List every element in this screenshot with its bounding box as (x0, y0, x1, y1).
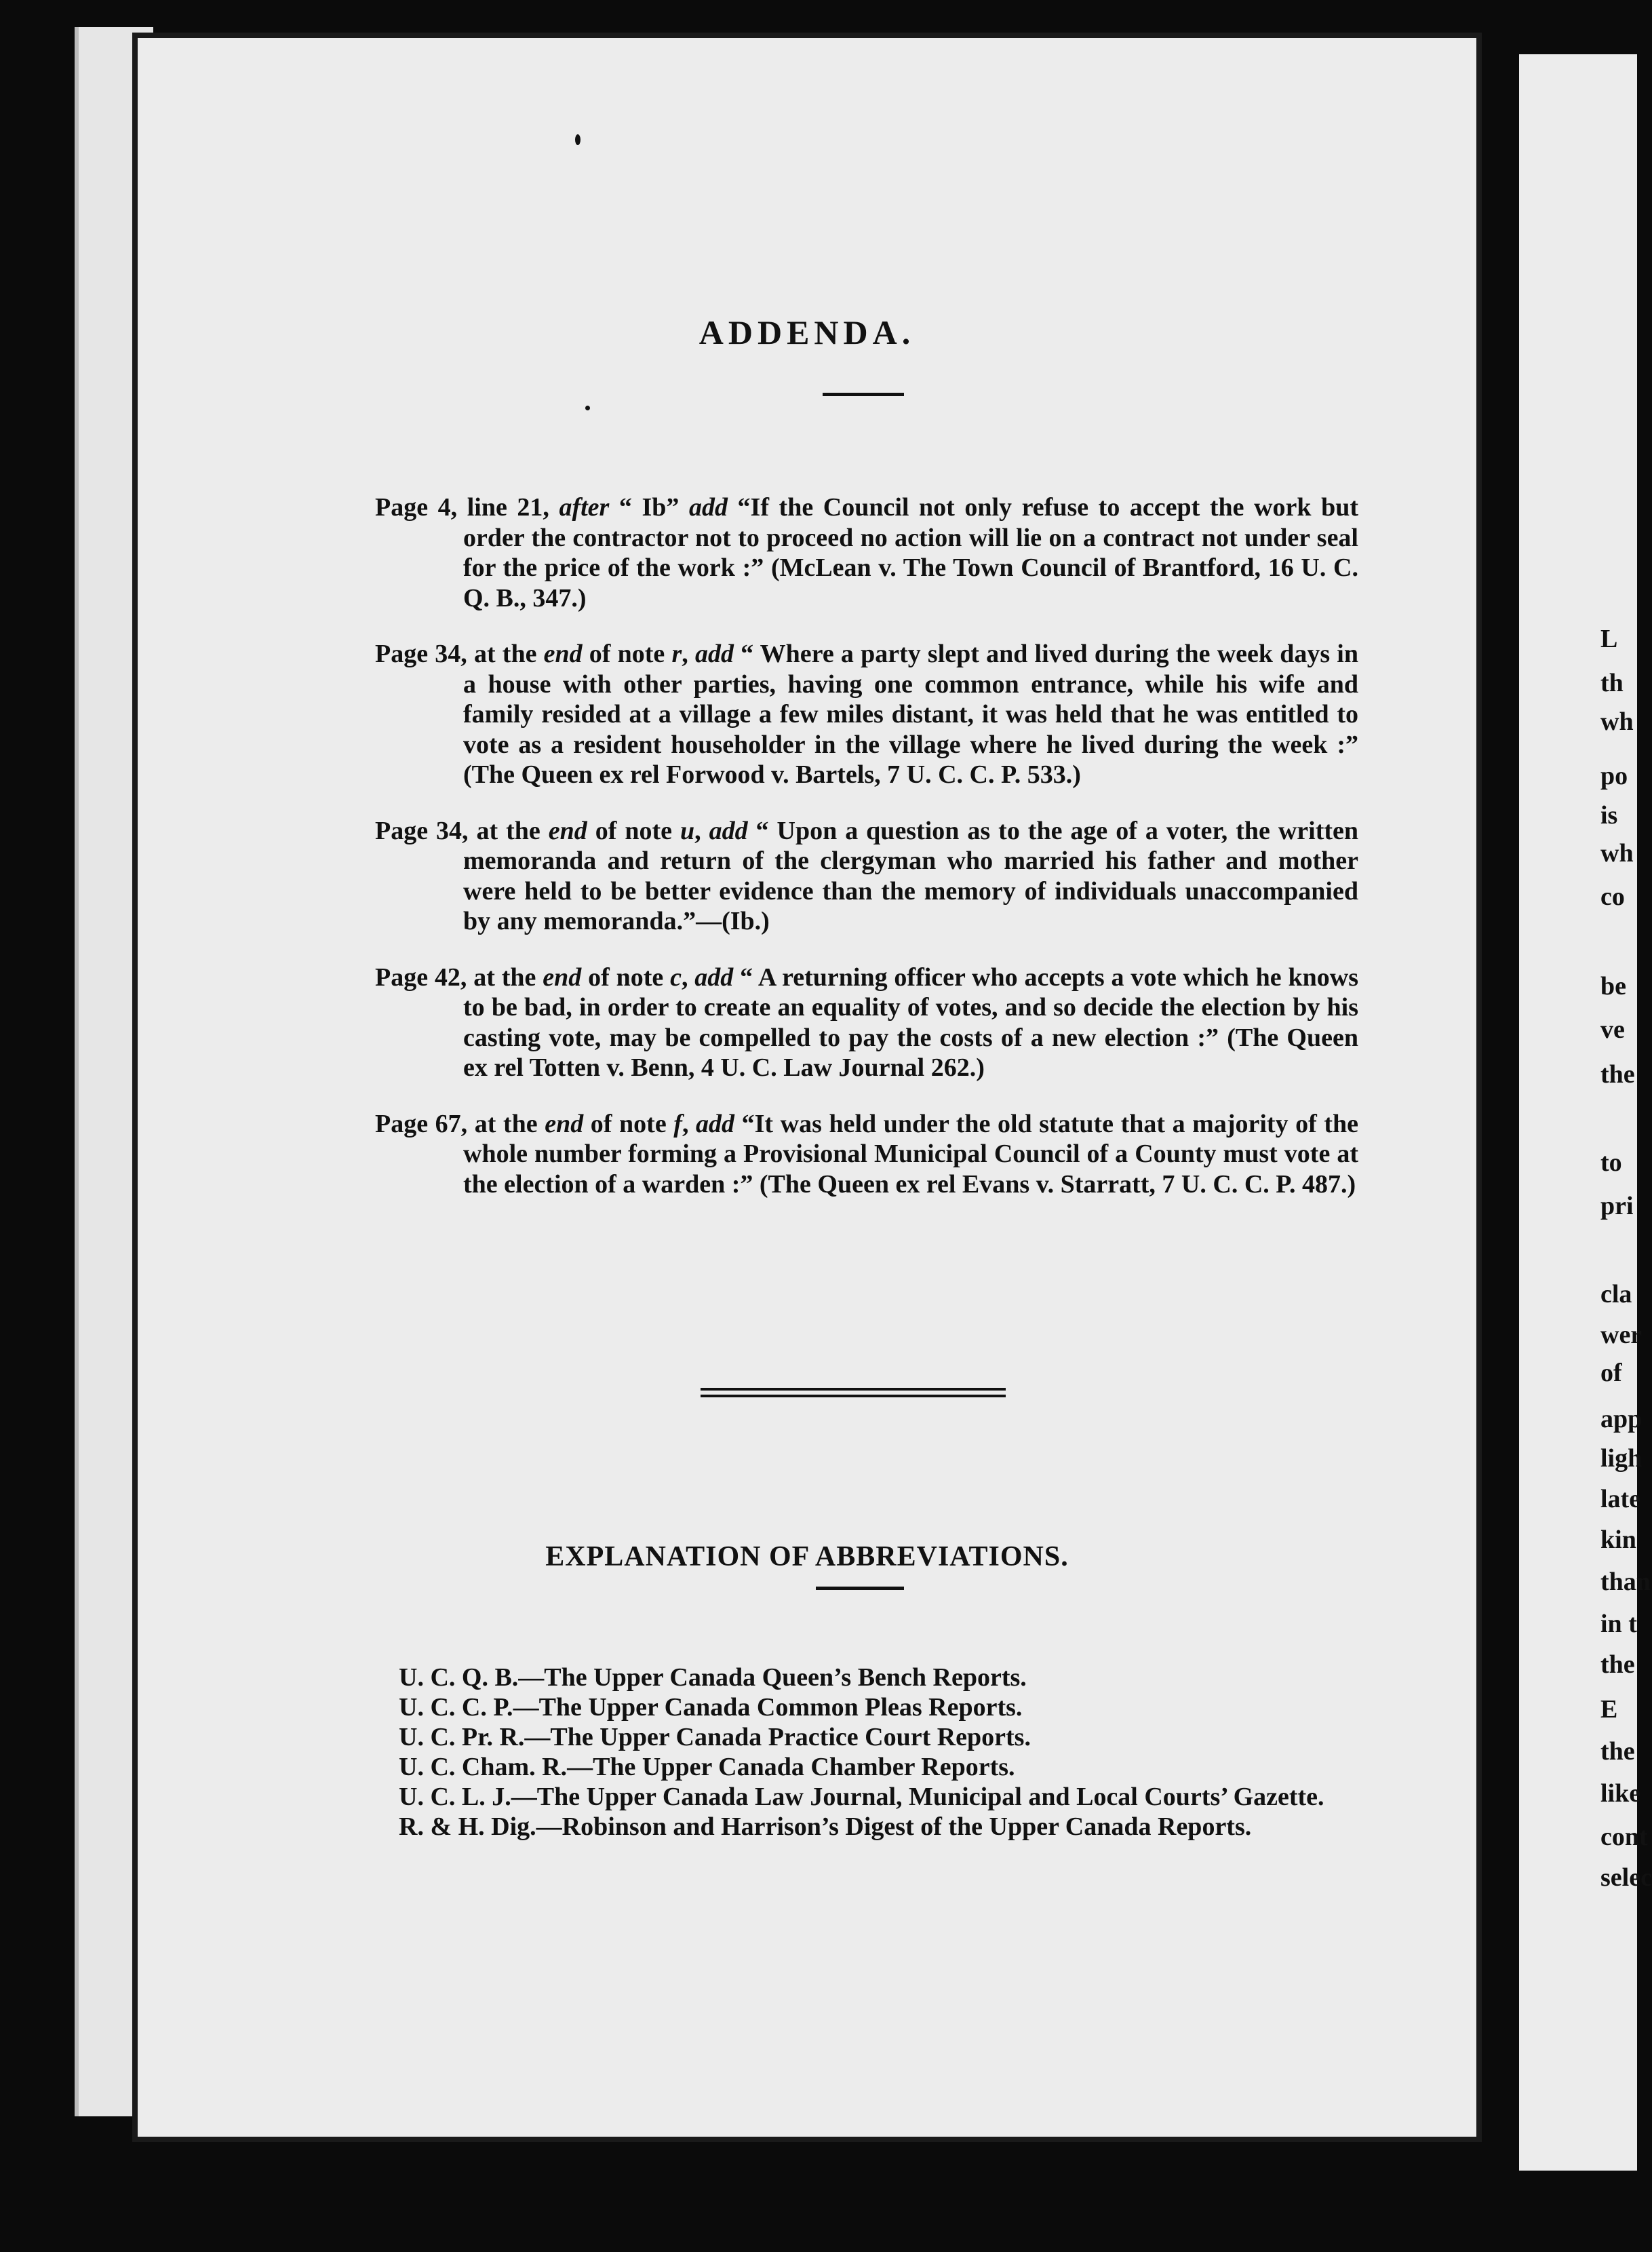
facing-text-fragment: th (1600, 669, 1624, 697)
facing-text-fragment: po (1600, 762, 1628, 790)
addenda-title: ADDENDA. (699, 313, 916, 351)
facing-text-fragment: ligh (1600, 1444, 1643, 1473)
addenda-entry-3: Page 34, at the end of note u, add “ Upon a question as to the age of a voter, the written memoranda and return of the clergyman who married his father and mother were held to be better evidence than the memory of individuals unaccompanied by any memoranda.”—(Ib.) (375, 816, 1359, 935)
abbreviations-list (399, 1663, 1362, 1842)
addenda-entry-4: Page 42, at the end of note c, add “ A returning officer who accepts a vote which he knows to be bad, in order to create an equality of votes, and so decide the election by his casting vote, may be compelled to pay the costs of a new election :” (The Queen ex rel Totten v. Benn, 4 U. C. Law Journal 262.) (375, 963, 1358, 1082)
abbreviation-item: U. C. L. J.—The Upper Canada Law Journal, Municipal and Local Courts’ Gazette. (399, 1783, 1324, 1811)
facing-text-fragment: the (1600, 1650, 1635, 1679)
facing-text-fragment: the (1600, 1737, 1635, 1766)
ink-speck (585, 406, 590, 410)
facing-text-fragment: ve (1600, 1015, 1625, 1044)
facing-text-fragment: late (1600, 1485, 1641, 1513)
abbreviation-item: U. C. Q. B.—The Upper Canada Queen’s Bench Reports. (399, 1663, 1027, 1692)
facing-text-fragment: the (1600, 1060, 1635, 1089)
addenda-entry-1: Page 4, line 21, after “ Ib” add “If the Council not only refuse to accept the work but order the contractor not to proceed no action will lie on a contract not under seal for the price of the work :” (McLean v. The Town Council of Brantford, 16 U. C. Q. B., 347.) (375, 493, 1359, 613)
facing-text-fragment: wer (1600, 1321, 1643, 1349)
facing-text-fragment: pri (1600, 1192, 1634, 1220)
facing-text-fragment: cla (1600, 1280, 1632, 1308)
facing-text-fragment: L (1600, 625, 1618, 653)
facing-text-fragment: is (1600, 801, 1618, 830)
facing-text-fragment: app (1600, 1405, 1643, 1433)
facing-text-fragment: wh (1600, 707, 1634, 736)
addenda-entry-5: Page 67, at the end of note f, add “It was held under the old statute that a majority of the whole number forming a Provisional Municipal Council of a County must vote at the election of a warden :” (The Queen ex rel Evans v. Starratt, 7 U. C. C. P. 487.) (375, 1109, 1359, 1199)
addenda-list (375, 467, 1358, 1209)
abbreviations-title: EXPLANATION OF ABBREVIATIONS. (545, 1541, 1069, 1572)
section-divider (701, 1388, 1006, 1397)
facing-text-fragment: of (1600, 1359, 1622, 1387)
facing-text-fragment: kin (1600, 1526, 1636, 1554)
document-page (132, 33, 1482, 2142)
facing-text-fragment: co (1600, 882, 1625, 911)
facing-text-fragment: E (1600, 1695, 1618, 1724)
facing-text-fragment: wh (1600, 839, 1634, 868)
title-rule (823, 393, 904, 396)
facing-text-fragment: cont (1600, 1823, 1648, 1851)
facing-page-edge (1519, 54, 1652, 2171)
facing-text-fragment: than (1600, 1568, 1651, 1596)
facing-text-fragment: to (1600, 1148, 1622, 1177)
abbreviation-item: U. C. Pr. R.—The Upper Canada Practice Court Reports. (399, 1723, 1031, 1751)
facing-text-fragment: like (1600, 1779, 1641, 1808)
facing-text-fragment: selec (1600, 1863, 1652, 1892)
abbreviation-item: R. & H. Dig.—Robinson and Harrison’s Digest of the Upper Canada Reports. (399, 1812, 1252, 1841)
abbreviation-item: U. C. Cham. R.—The Upper Canada Chamber Reports. (399, 1753, 1015, 1781)
abbreviation-item: U. C. C. P.—The Upper Canada Common Pleas Reports. (399, 1693, 1023, 1722)
subtitle-rule (816, 1587, 904, 1590)
ink-speck (575, 134, 581, 145)
facing-text-fragment: in t (1600, 1610, 1637, 1638)
addenda-entry-2: Page 34, at the end of note r, add “ Where a party slept and lived during the week days in a house with other parties, having one common entrance, while his wife and family resided at a village a few miles distant, it was held that he was entitled to vote as a resident householder in the village where he lived during the week :” (The Queen ex rel Forwood v. Bartels, 7 U. C. C. P. 533.) (375, 640, 1358, 789)
facing-text-fragment: be (1600, 972, 1626, 1001)
